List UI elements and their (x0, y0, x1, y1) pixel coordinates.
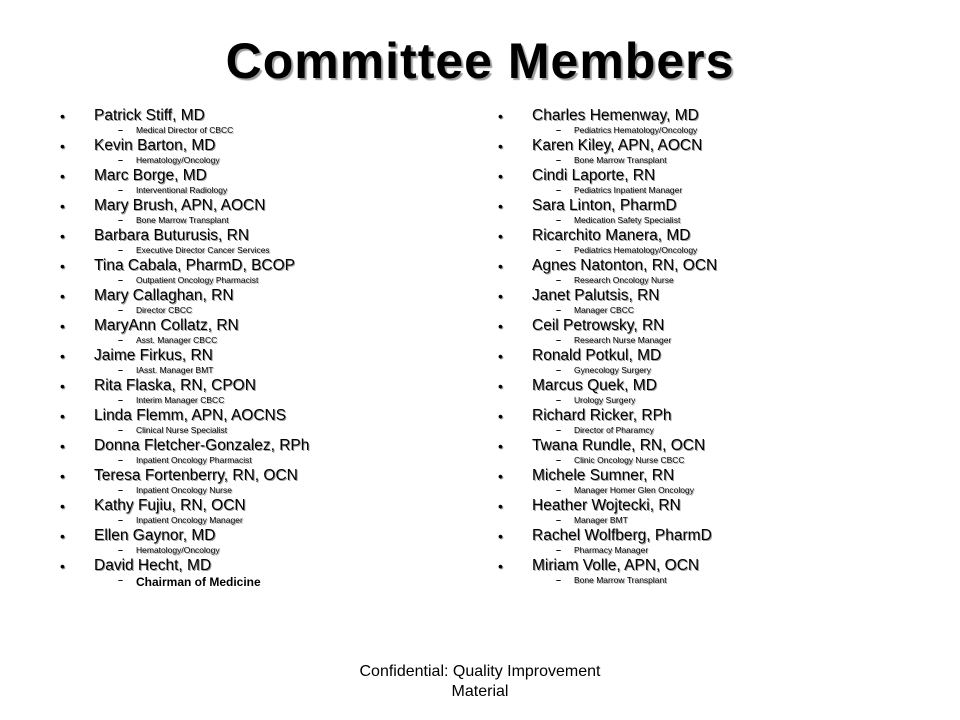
footer-line-2: Material (451, 683, 509, 700)
dash-icon: – (118, 395, 124, 405)
dash-icon: – (556, 305, 562, 315)
bullet-icon: • (60, 468, 65, 484)
bullet-icon: • (60, 198, 65, 214)
member-role-row (498, 155, 918, 167)
member-role-row (60, 275, 480, 287)
member-role-row (60, 215, 480, 227)
member-item (60, 497, 480, 527)
bullet-icon: • (498, 168, 503, 184)
member-role: Pediatrics Hematology/Oncology (574, 245, 698, 255)
member-role: Manager Homer Glen Oncology (574, 485, 695, 495)
member-role: Chairman of Medicine (136, 575, 261, 589)
dash-icon: – (556, 575, 562, 585)
dash-icon: – (118, 545, 124, 555)
member-role-row (498, 365, 918, 377)
member-role: Medication Safety Specialist (574, 215, 681, 225)
member-role-row (498, 395, 918, 407)
member-role: Interventional Radiology (136, 185, 228, 195)
member-name-row (498, 557, 918, 575)
bullet-icon: • (498, 198, 503, 214)
member-item (60, 437, 480, 467)
member-role-row (60, 485, 480, 497)
member-role-row (60, 395, 480, 407)
member-name: Rita Flaska, RN, CPON (94, 377, 256, 394)
bullet-icon: • (60, 288, 65, 304)
bullet-icon: • (60, 438, 65, 454)
dash-icon: – (118, 335, 124, 345)
member-name: Patrick Stiff, MD (94, 107, 205, 124)
member-item (60, 377, 480, 407)
member-item (498, 437, 918, 467)
dash-icon: – (118, 275, 124, 285)
bullet-icon: • (60, 258, 65, 274)
member-name: Kevin Barton, MD (94, 137, 216, 154)
member-item (60, 167, 480, 197)
member-item (498, 167, 918, 197)
dash-icon: – (118, 125, 124, 135)
member-role: Pediatrics Inpatient Manager (574, 185, 683, 195)
member-role-row (60, 155, 480, 167)
member-role: Manager BMT (574, 515, 628, 525)
member-item (498, 107, 918, 137)
member-role-row (60, 365, 480, 377)
bullet-icon: • (60, 378, 65, 394)
bullet-icon: • (498, 228, 503, 244)
member-name: Jaime Firkus, RN (94, 347, 213, 364)
member-role: Pharmacy Manager (574, 545, 649, 555)
member-name-row (498, 467, 918, 485)
member-name: Mary Callaghan, RN (94, 287, 234, 304)
dash-icon: – (556, 365, 562, 375)
dash-icon: – (556, 485, 562, 495)
bullet-icon: • (498, 468, 503, 484)
member-role: Outpatient Oncology Pharmacist (136, 275, 259, 285)
bullet-icon: • (498, 558, 503, 574)
member-name-row (498, 257, 918, 275)
member-name: Charles Hemenway, MD (532, 107, 699, 124)
bullet-icon: • (498, 138, 503, 154)
dash-icon: – (556, 215, 562, 225)
bullet-icon: • (498, 378, 503, 394)
dash-icon: – (118, 485, 124, 495)
member-name-row (60, 227, 480, 245)
member-role-row (60, 515, 480, 527)
member-name-row (498, 167, 918, 185)
bullet-icon: • (60, 558, 65, 574)
member-name-row (498, 317, 918, 335)
bullet-icon: • (498, 498, 503, 514)
member-role-row (498, 215, 918, 227)
member-name: Marcus Quek, MD (532, 377, 657, 394)
member-name-row (498, 497, 918, 515)
member-role: Inpatient Oncology Manager (136, 515, 243, 525)
member-name-row (498, 377, 918, 395)
member-role-row (60, 545, 480, 557)
dash-icon: – (118, 305, 124, 315)
member-role-row (60, 185, 480, 197)
member-item (60, 197, 480, 227)
member-role: Director CBCC (136, 305, 193, 315)
member-role-row (498, 275, 918, 287)
member-name-row (60, 107, 480, 125)
member-role: Research Nurse Manager (574, 335, 672, 345)
member-name: MaryAnn Collatz, RN (94, 317, 239, 334)
dash-icon: – (556, 275, 562, 285)
member-name: Agnes Natonton, RN, OCN (532, 257, 718, 274)
dash-icon: – (556, 155, 562, 165)
member-role-row (498, 245, 918, 257)
member-role: Manager CBCC (574, 305, 634, 315)
dash-icon: – (556, 125, 562, 135)
member-item (498, 497, 918, 527)
member-name-row (60, 377, 480, 395)
dash-icon: – (556, 425, 562, 435)
member-role: Executive Director Cancer Services (136, 245, 270, 255)
bullet-icon: • (60, 228, 65, 244)
member-role: Inpatient Oncology Pharmacist (136, 455, 252, 465)
bullet-icon: • (498, 528, 503, 544)
member-item (498, 557, 918, 587)
member-name: Ronald Potkul, MD (532, 347, 662, 364)
member-role: Clinic Oncology Nurse CBCC (574, 455, 685, 465)
confidential-footer (300, 662, 660, 702)
member-name-row (498, 227, 918, 245)
member-name: David Hecht, MD (94, 557, 212, 574)
member-name: Karen Kiley, APN, AOCN (532, 137, 703, 154)
member-name: Heather Wojtecki, RN (532, 497, 681, 514)
member-role-row (498, 125, 918, 137)
dash-icon: – (118, 515, 124, 525)
member-name-row (498, 197, 918, 215)
member-role: Research Oncology Nurse (574, 275, 674, 285)
member-item (60, 107, 480, 137)
member-role: Urology Surgery (574, 395, 636, 405)
dash-icon: – (118, 575, 124, 585)
bullet-icon: • (498, 348, 503, 364)
member-name: Cindi Laporte, RN (532, 167, 656, 184)
member-role-row (498, 305, 918, 317)
member-item (498, 527, 918, 557)
member-item (498, 467, 918, 497)
member-role: Pediatrics Hematology/Oncology (574, 125, 698, 135)
member-role: Bone Marrow Transplant (574, 575, 667, 585)
dash-icon: – (118, 365, 124, 375)
member-name: Sara Linton, PharmD (532, 197, 677, 214)
bullet-icon: • (498, 108, 503, 124)
member-name: Mary Brush, APN, AOCN (94, 197, 266, 214)
member-name: Marc Borge, MD (94, 167, 207, 184)
member-name: Ellen Gaynor, MD (94, 527, 216, 544)
member-name: Rachel Wolfberg, PharmD (532, 527, 712, 544)
footer-line-1: Confidential: Quality Improvement (359, 663, 601, 680)
bullet-icon: • (498, 318, 503, 334)
member-role: Gynecology Surgery (574, 365, 652, 375)
member-role-row (498, 425, 918, 437)
member-role-row (60, 425, 480, 437)
member-role: Asst. Manager CBCC (136, 335, 218, 345)
member-role: Clinical Nurse Specialist (136, 425, 228, 435)
dash-icon: – (556, 515, 562, 525)
member-name-row (498, 407, 918, 425)
member-role: Bone Marrow Transplant (136, 215, 229, 225)
member-name: Linda Flemm, APN, AOCNS (94, 407, 287, 424)
slide-title: Committee Members (225, 33, 735, 89)
member-name-row (60, 467, 480, 485)
member-name-row (498, 107, 918, 125)
bullet-icon: • (60, 408, 65, 424)
member-item (498, 377, 918, 407)
dash-icon: – (118, 455, 124, 465)
dash-icon: – (556, 395, 562, 405)
member-name-row (60, 167, 480, 185)
member-item (60, 527, 480, 557)
member-item (498, 347, 918, 377)
member-role: Interim Manager CBCC (136, 395, 225, 405)
member-role-row (498, 185, 918, 197)
member-name-row (60, 257, 480, 275)
member-role-row (498, 485, 918, 497)
member-name: Donna Fletcher-Gonzalez, RPh (94, 437, 310, 454)
dash-icon: – (556, 245, 562, 255)
member-name-row (60, 527, 480, 545)
member-role-row (60, 125, 480, 137)
member-item (498, 257, 918, 287)
dash-icon: – (556, 335, 562, 345)
dash-icon: – (556, 455, 562, 465)
dash-icon: – (118, 155, 124, 165)
member-name-row (498, 437, 918, 455)
bullet-icon: • (60, 108, 65, 124)
member-role-row (498, 455, 918, 467)
member-name-row (60, 287, 480, 305)
member-name: Miriam Volle, APN, OCN (532, 557, 700, 574)
member-name-row (60, 317, 480, 335)
member-role: Director of Pharamcy (574, 425, 654, 435)
bullet-icon: • (498, 258, 503, 274)
member-item (60, 287, 480, 317)
member-role: Bone Marrow Transplant (574, 155, 667, 165)
member-item (498, 137, 918, 167)
dash-icon: – (118, 425, 124, 435)
bullet-icon: • (60, 168, 65, 184)
member-name: Michele Sumner, RN (532, 467, 675, 484)
member-item (498, 197, 918, 227)
member-name-row (60, 557, 480, 575)
member-name-row (60, 407, 480, 425)
member-name: Ricarchito Manera, MD (532, 227, 691, 244)
member-item (498, 317, 918, 347)
bullet-icon: • (498, 438, 503, 454)
member-name-row (498, 137, 918, 155)
dash-icon: – (118, 215, 124, 225)
member-name: Twana Rundle, RN, OCN (532, 437, 706, 454)
member-name: Richard Ricker, RPh (532, 407, 672, 424)
member-role-row (498, 515, 918, 527)
member-item (60, 227, 480, 257)
member-name-row (60, 197, 480, 215)
member-item (60, 317, 480, 347)
left-member-list (60, 107, 480, 587)
member-item (498, 227, 918, 257)
member-item (60, 467, 480, 497)
member-role-row (498, 575, 918, 587)
member-name: Janet Palutsis, RN (532, 287, 660, 304)
dash-icon: – (118, 185, 124, 195)
member-role-row (498, 335, 918, 347)
member-item (60, 257, 480, 287)
member-name-row (60, 497, 480, 515)
member-role-row (60, 245, 480, 257)
right-member-list (498, 107, 918, 587)
member-name-row (498, 287, 918, 305)
member-role-row (60, 305, 480, 317)
member-role: Hematology/Oncology (136, 155, 220, 165)
bullet-icon: • (498, 288, 503, 304)
member-name: Kathy Fujiu, RN, OCN (94, 497, 246, 514)
member-item (498, 287, 918, 317)
dash-icon: – (556, 545, 562, 555)
bullet-icon: • (498, 408, 503, 424)
member-role-row (498, 545, 918, 557)
dash-icon: – (556, 185, 562, 195)
member-role-row (60, 575, 480, 587)
member-name: Teresa Fortenberry, RN, OCN (94, 467, 298, 484)
member-name-row (60, 437, 480, 455)
member-name-row (498, 527, 918, 545)
bullet-icon: • (60, 498, 65, 514)
member-item (60, 347, 480, 377)
bullet-icon: • (60, 528, 65, 544)
member-item (60, 137, 480, 167)
member-name: Barbara Buturusis, RN (94, 227, 250, 244)
bullet-icon: • (60, 138, 65, 154)
member-role: IAsst. Manager BMT (136, 365, 214, 375)
member-role-row (60, 335, 480, 347)
member-role-row (60, 455, 480, 467)
member-name-row (60, 137, 480, 155)
member-item (60, 557, 480, 587)
dash-icon: – (118, 245, 124, 255)
member-name-row (60, 347, 480, 365)
bullet-icon: • (60, 348, 65, 364)
member-name: Ceil Petrowsky, RN (532, 317, 665, 334)
member-name-row (498, 347, 918, 365)
member-role: Medical Director of CBCC (136, 125, 234, 135)
bullet-icon: • (60, 318, 65, 334)
member-name: Tina Cabala, PharmD, BCOP (94, 257, 296, 274)
member-role: Inpatient Oncology Nurse (136, 485, 232, 495)
member-item (60, 407, 480, 437)
member-item (498, 407, 918, 437)
member-role: Hematology/Oncology (136, 545, 220, 555)
